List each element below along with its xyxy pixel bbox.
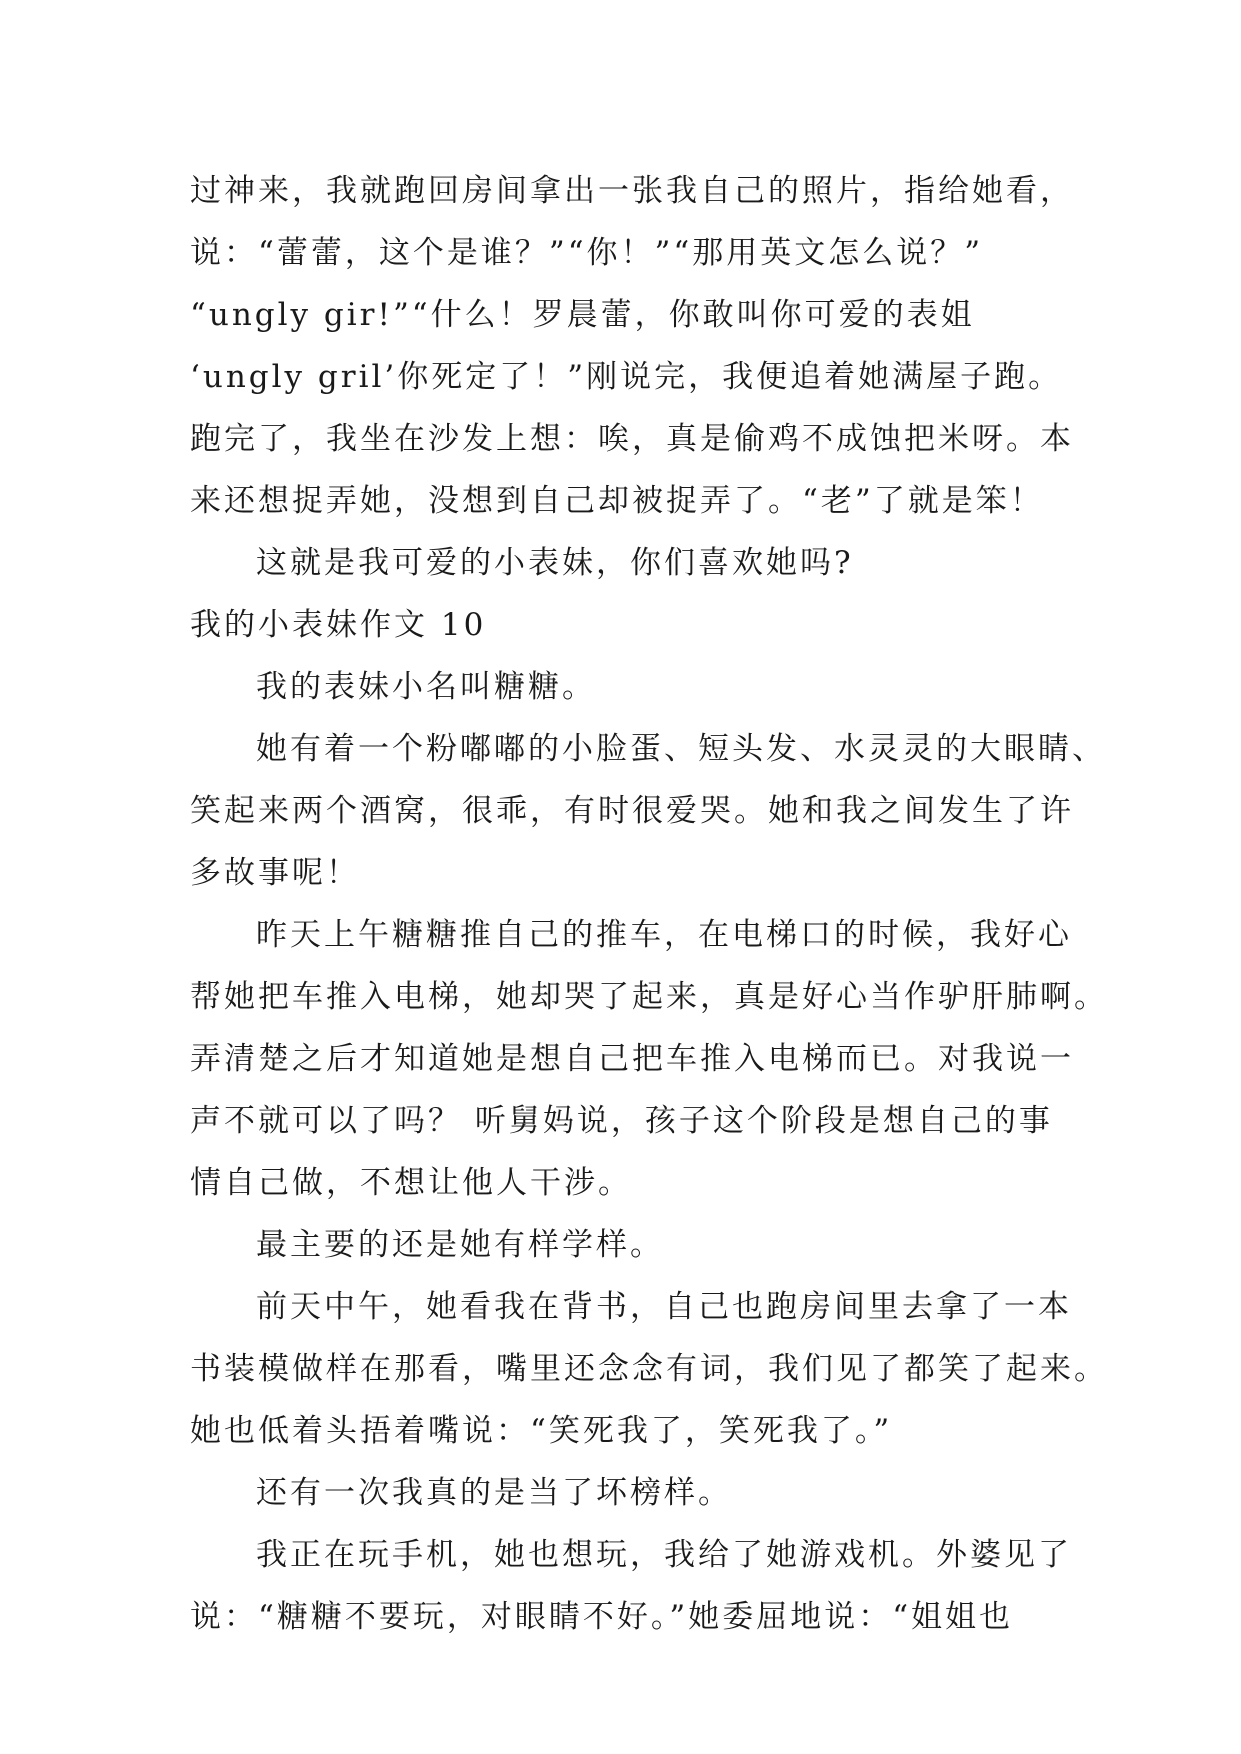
text-line: 说：“糖糖不要玩，对眼睛不好。”她委屈地说：“姐姐也 xyxy=(190,1599,1014,1635)
text-line: 来还想捉弄她，没想到自己却被捉弄了。“老”了就是笨！ xyxy=(190,483,1044,519)
text-line: “ungly gir!”“什么！罗晨蕾，你敢叫你可爱的表姐 xyxy=(190,297,975,333)
text-line: 书装模做样在那看，嘴里还念念有词，我们见了都笑了起来。 xyxy=(190,1351,1108,1387)
paragraph-first-line: 我的表妹小名叫糖糖。 xyxy=(256,669,596,705)
paragraph-first-line: 最主要的还是她有样学样。 xyxy=(256,1227,664,1263)
paragraph-first-line: 我正在玩手机，她也想玩，我给了她游戏机。外婆见了 xyxy=(256,1537,1072,1573)
paragraph-first-line: 还有一次我真的是当了坏榜样。 xyxy=(256,1475,732,1511)
paragraph-first-line: 昨天上午糖糖推自己的推车，在电梯口的时候，我好心 xyxy=(256,917,1072,953)
paragraph-first-line: 她有着一个粉嘟嘟的小脸蛋、短头发、水灵灵的大眼睛、 xyxy=(256,731,1106,767)
text-line: 情自己做，不想让他人干涉。 xyxy=(190,1165,632,1201)
text-line: 她也低着头捂着嘴说：“笑死我了，笑死我了。” xyxy=(190,1413,893,1449)
text-line: 我的小表妹作文 10 xyxy=(190,607,487,643)
paragraph-first-line: 这就是我可爱的小表妹，你们喜欢她吗? xyxy=(256,545,854,581)
text-line: 多故事呢！ xyxy=(190,855,360,891)
text-line: ‘ungly gril’你死定了！”刚说完，我便追着她满屋子跑。 xyxy=(190,359,1063,395)
text-line: 弄清楚之后才知道她是想自己把车推入电梯而已。对我说一 xyxy=(190,1041,1074,1077)
paragraph-first-line: 前天中午，她看我在背书，自己也跑房间里去拿了一本 xyxy=(256,1289,1072,1325)
text-line: 过神来，我就跑回房间拿出一张我自己的照片，指给她看， xyxy=(190,173,1074,209)
text-line: 帮她把车推入电梯，她却哭了起来，真是好心当作驴肝肺啊。 xyxy=(190,979,1108,1015)
text-line: 说：“蕾蕾，这个是谁？”“你！”“那用英文怎么说？” xyxy=(190,235,984,271)
text-line: 笑起来两个酒窝，很乖，有时很爱哭。她和我之间发生了许 xyxy=(190,793,1074,829)
document-body xyxy=(190,160,1108,1648)
text-line: 跑完了，我坐在沙发上想：唉，真是偷鸡不成蚀把米呀。本 xyxy=(190,421,1074,457)
text-line: 声不就可以了吗？ 听舅妈说，孩子这个阶段是想自己的事 xyxy=(190,1103,1053,1139)
